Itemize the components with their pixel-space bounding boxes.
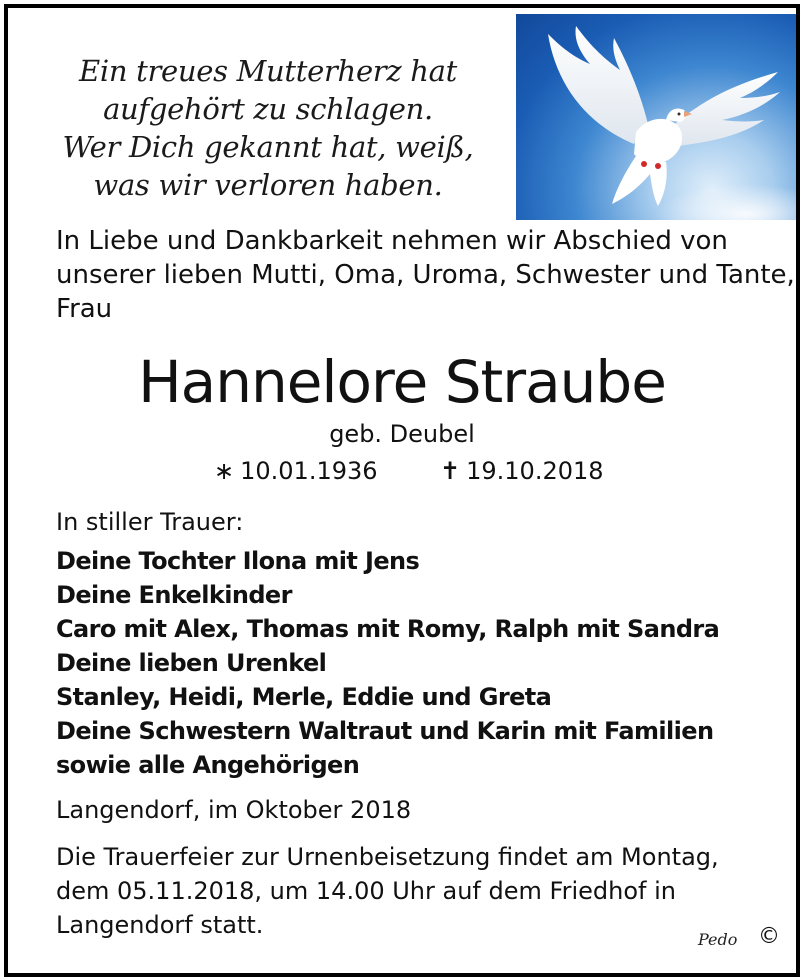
mourner-line: Deine Tochter Ilona mit Jens	[56, 547, 420, 575]
mourning-label: In stiller Trauer:	[56, 508, 244, 536]
death-date: 19.10.2018	[466, 457, 604, 485]
designer-signature: Pedo	[698, 930, 738, 949]
intro-line: In Liebe und Dankbarkeit nehmen wir Abschied von	[56, 226, 728, 256]
birth-star-icon: ∗	[214, 457, 235, 485]
intro-line: Frau	[56, 294, 113, 324]
mourner-line: Caro mit Alex, Thomas mit Romy, Ralph mit Sandra	[56, 615, 720, 643]
maiden-name: geb. Deubel	[329, 420, 475, 448]
dove-icon	[516, 14, 796, 220]
birth-date: 10.01.1936	[240, 457, 378, 485]
death-cross-icon: ✝	[440, 457, 461, 485]
poem-line: aufgehört zu schlagen.	[103, 92, 433, 126]
funeral-line: dem 05.11.2018, um 14.00 Uhr auf dem Friedhof in	[56, 877, 676, 905]
funeral-notice	[56, 840, 776, 942]
death-date-group	[440, 454, 604, 488]
mourner-line: Deine Enkelkinder	[56, 581, 292, 609]
place-and-date: Langendorf, im Oktober 2018	[56, 796, 412, 824]
poem-line: Ein treues Mutterherz hat	[79, 54, 457, 88]
intro-line: unserer lieben Mutti, Oma, Uroma, Schwester und Tante,	[56, 260, 795, 290]
mourner-line: Deine Schwestern Waltraut und Karin mit Familien	[56, 717, 714, 745]
obituary-card	[4, 4, 800, 977]
intro-text	[56, 224, 795, 326]
mourner-line: sowie alle Angehörigen	[56, 751, 360, 779]
funeral-line: Langendorf statt.	[56, 911, 264, 939]
memorial-poem	[48, 52, 488, 204]
copyright-icon: ©	[758, 924, 780, 949]
poem-line: Wer Dich gekannt hat, weiß,	[62, 130, 474, 164]
deceased-name: Hannelore Straube	[138, 348, 666, 416]
poem-line: was wir verloren haben.	[93, 168, 443, 202]
funeral-line: Die Trauerfeier zur Urnenbeisetzung findet am Montag,	[56, 843, 719, 871]
birth-date-group	[214, 454, 378, 488]
mourner-line: Deine lieben Urenkel	[56, 649, 327, 677]
mourner-line: Stanley, Heidi, Merle, Eddie und Greta	[56, 683, 552, 711]
mourners-list	[56, 544, 776, 782]
dove-image	[516, 14, 796, 220]
